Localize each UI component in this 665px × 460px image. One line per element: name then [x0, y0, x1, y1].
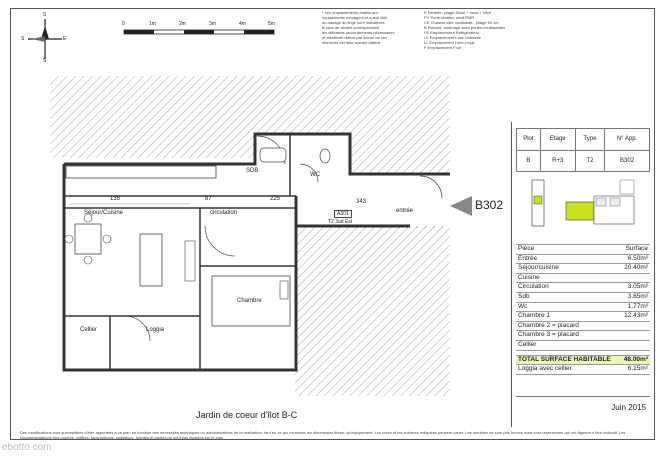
label-chambre: Chambre [237, 298, 262, 304]
surface-piece: Circulation [518, 283, 549, 291]
surface-row [516, 331, 650, 341]
legend-key: PV Porte-fenêtre, seuil PMR [424, 15, 475, 20]
surface-piece: Wc [518, 302, 528, 310]
key-plan [530, 178, 645, 230]
surface-piece: Cellier [518, 340, 537, 348]
legend-key: E Fenêtre, pliage 60cm + sous + Vitré [424, 10, 492, 15]
surface-total-row [516, 355, 650, 366]
surface-piece: Entrée [518, 254, 538, 262]
legend-note: * Les emplacements établis aux [322, 10, 379, 15]
surface-row [516, 312, 650, 322]
surface-row [516, 293, 650, 303]
scale-tick: 1m [149, 21, 156, 27]
scale-tick: 3m [209, 21, 216, 27]
td-plot: B [517, 150, 541, 172]
surface-row [516, 341, 650, 351]
legend-key: LV Emplacement Lave-Vaisselle [424, 35, 481, 40]
kitchen-counter [66, 166, 216, 178]
hatched-zone-top [50, 76, 450, 158]
label-sdb: SDB [246, 168, 259, 174]
scale-tick: 5m [268, 21, 275, 27]
surface-total-value: 48.00m² [623, 355, 648, 363]
surface-value: 12.43m² [624, 312, 648, 320]
legend-note: le plan de ventes correspondant [322, 25, 379, 30]
surface-row [516, 322, 650, 332]
hatched-zone-right [295, 226, 450, 396]
surface-value: 3.05m² [627, 283, 648, 291]
apartment-info-table [516, 128, 650, 172]
label-circulation: circulation [210, 210, 238, 216]
legend-notes [322, 10, 427, 45]
td-etage: R+3 [540, 150, 575, 172]
surface-value: 20.40m² [624, 264, 648, 272]
legend-keys [424, 10, 519, 50]
surface-loggia-value: 6.15m² [627, 365, 648, 373]
legend-key: F Emplacement Four [424, 45, 462, 50]
legend-key: CE Chassis vitré oscillobatt., pliage 60 cm [424, 20, 499, 25]
surface-row [516, 264, 650, 274]
surface-piece: Chambre 3 = placard [518, 331, 579, 339]
surface-row [516, 283, 650, 293]
legend-key: LL Emplacement Lave-Linge [424, 40, 475, 45]
surface-value: 6.50m² [627, 254, 648, 262]
label-sejour: Séjour/Cuisine [84, 210, 124, 216]
surface-header-surface: Surface [625, 245, 648, 252]
compass-n: E [63, 36, 67, 42]
compass-o: S [21, 36, 25, 42]
surface-row [516, 303, 650, 313]
legend-note: au tracage du linge sont indicatives [322, 20, 385, 25]
compass-top: S [43, 12, 47, 18]
scale-tick: 0 [122, 21, 125, 27]
bathtub [260, 148, 286, 162]
dim-label: 87 [205, 196, 212, 202]
apartment-tag-label: B302 [475, 198, 504, 212]
compass [20, 14, 70, 64]
label-loggia: Loggia [146, 327, 165, 333]
th-type: Type [575, 129, 604, 151]
surface-row [516, 255, 650, 265]
date-label: Juin 2015 [611, 403, 646, 412]
date-box [516, 396, 650, 423]
dining-table [75, 224, 101, 254]
th-etage: Etage [540, 129, 575, 151]
scale-tick: 4m [239, 21, 246, 27]
surface-piece: Sdb [518, 292, 530, 300]
label-wc: WC [310, 172, 320, 178]
surface-piece: Chambre 2 = placard [518, 321, 579, 329]
surface-loggia-label: Loggia avec cellier [518, 365, 572, 373]
surface-header-piece: Pièce [518, 245, 535, 252]
surface-piece: Chambre 1 [518, 312, 551, 320]
th-num: N° App. [605, 129, 650, 151]
surface-total-label: TOTAL SURFACE HABITABLE [518, 355, 611, 363]
surface-piece: Cuisine [518, 273, 540, 281]
garden-title: Jardin de coeur d'îlot B-C [196, 410, 298, 420]
dim-label: 225 [270, 196, 281, 202]
label-cellier: Cellier [80, 327, 98, 333]
dim-label: 343 [356, 199, 367, 205]
label-entree: entrée [396, 208, 414, 214]
surface-row [516, 274, 650, 284]
apartment-tag [450, 196, 510, 221]
watermark: ebotto.com [2, 442, 52, 453]
floor-plan [50, 76, 450, 396]
label-apt-code: A301 [334, 210, 352, 218]
legend-note: et électricité relève par aucun de ces [322, 35, 388, 40]
dim-label: 135 [110, 196, 121, 202]
legend-note: éléments est faire suivant obtenir [322, 40, 381, 45]
label-apt-type: T2 3ud Est [328, 219, 353, 225]
surface-value: 1.77m² [627, 302, 648, 310]
legend-key: FE Emplacement Réfrigérateur [424, 30, 480, 35]
tv-unit [185, 241, 195, 281]
surface-table [516, 244, 650, 375]
td-num: B302 [605, 150, 650, 172]
footer-note: Des modifications sont susceptibles d'être apportées à ce plan en fonction des nécessités techniques ou administratives de la réalisation, tant en ce qui concerne les dimensions fibres, qu'équipement. Les cotes et les surfaces indiquées peuvent varier. Les meubles ne sont pas fournis mais sont représentés qui ont figurent à titre indicatif. Les recommandations des poutres, soffites, fauxplafonds, radiateurs, trémies et parties ne sont pas figurées sur le plan [20, 430, 626, 440]
td-type: T2 [575, 150, 604, 172]
legend-note: équipements ménagers et à leur tâle [322, 15, 387, 20]
sofa [140, 234, 162, 286]
toilet [320, 149, 330, 163]
surface-loggia-row [516, 365, 650, 375]
th-plot: Plot [517, 129, 541, 151]
surface-piece: Séjour/cuisine [518, 264, 559, 272]
surface-value: 3.85m² [627, 292, 648, 300]
legend-key: B Placard, aménagé avec portes coulissantes [424, 25, 506, 30]
scale-tick: 2m [179, 21, 186, 27]
scale-bar [122, 18, 282, 38]
compass-s: S [43, 58, 47, 64]
legend-note: les différents raccordements nécessaires [322, 30, 395, 35]
